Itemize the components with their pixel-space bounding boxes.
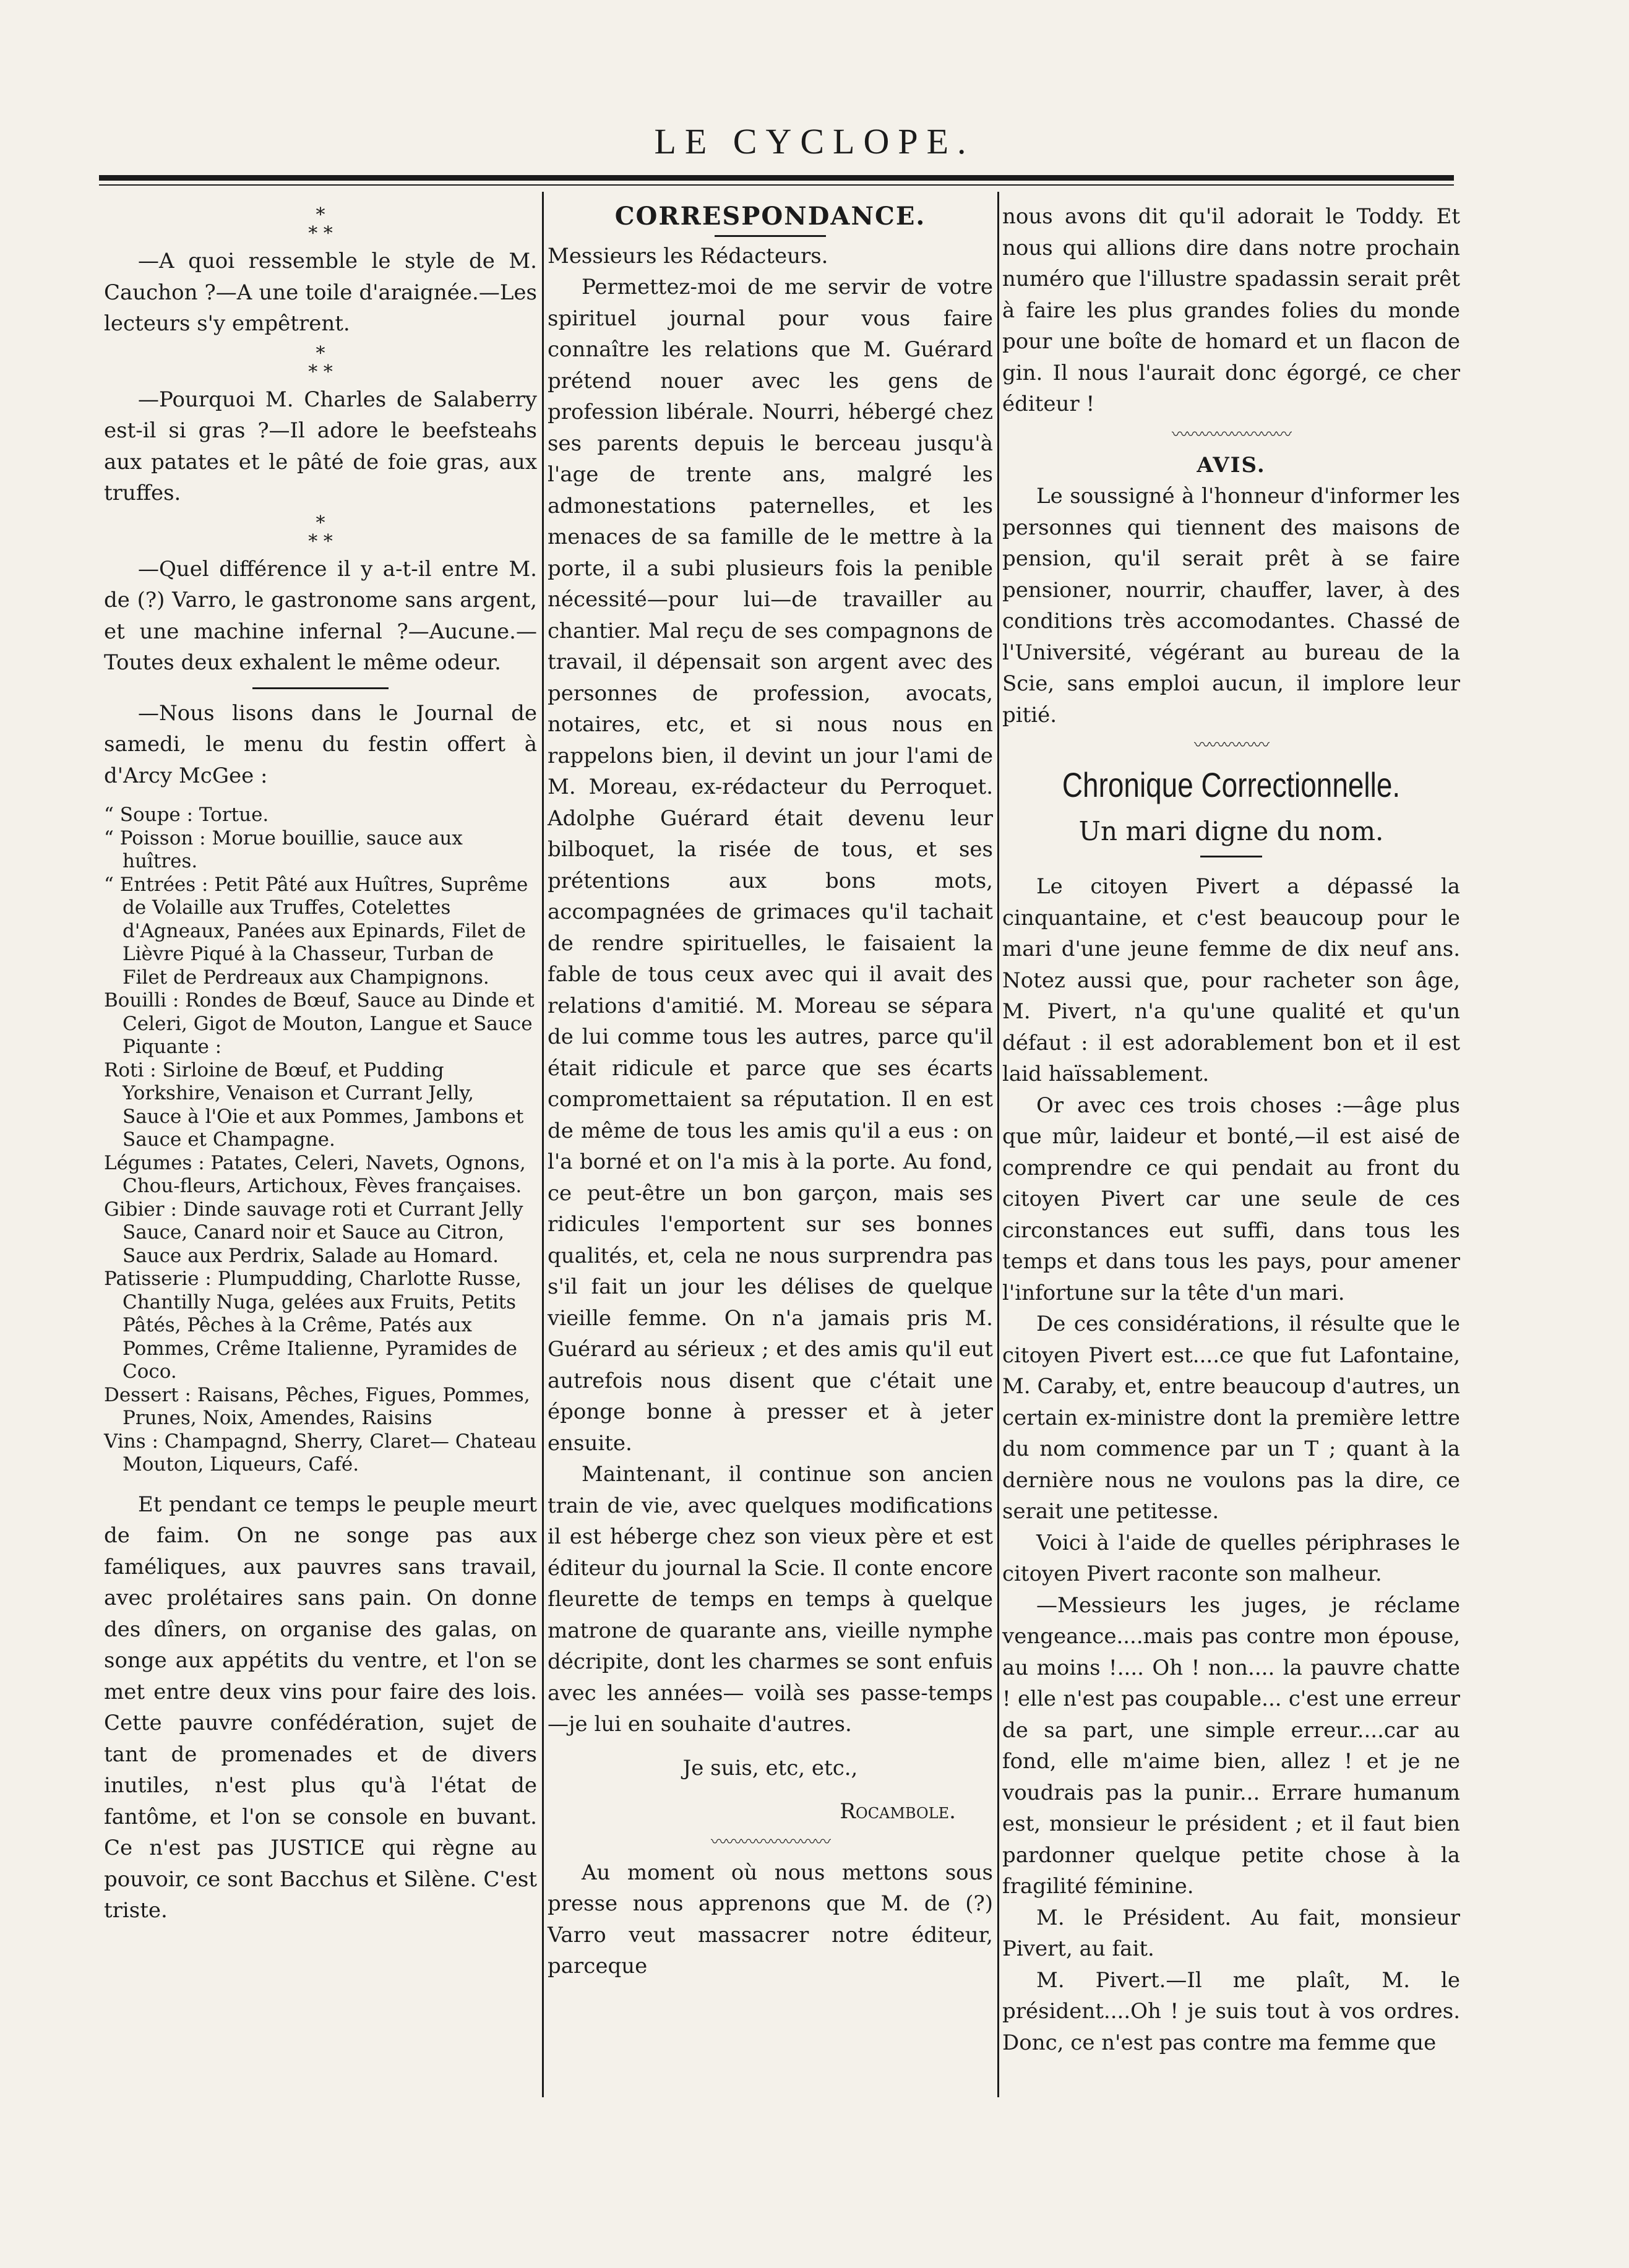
letter-paragraph: Maintenant, il continue son ancien train de vie, avec quelques modifications il est héberge chez son vieux père et est éditeur du journal la Scie. Il conte encore fleurette de temps en temps à quelque matrone de quarante ans, vieille nymphe décripite, dont les charmes se sont enfuis avec les années— voilà ses passe-temps—je lui en souhaite d'autres.: [548, 1462, 993, 1737]
wavy-rule: 〰〰〰〰〰: [1193, 736, 1268, 755]
joke-paragraph: —A quoi ressemble le style de M. Cauchon ?—A une toile d'araignée.—Les lecteurs s'y empêtrent.: [104, 249, 537, 336]
chronicle-subheading: Un mari digne du nom.: [1078, 816, 1384, 846]
section-rule: [715, 235, 826, 237]
joke-paragraph: —Quel différence il y a-t-il entre M. de (?) Varro, le gastronome sans argent, et une machine infernal ?—Aucune.— Toutes deux exhalent le même odeur.: [104, 556, 537, 675]
menu-item: Légumes : Patates, Celeri, Navets, Ognons, Chou-fleurs, Artichoux, Fèves françaises.: [104, 1151, 526, 1197]
letter-closing: Je suis, etc, etc.,: [682, 1755, 858, 1780]
letter-signature: Rocambole.: [840, 1799, 956, 1824]
section-rule: [1200, 856, 1262, 857]
chronicle-paragraph: Or avec ces trois choses :—âge plus que mûr, laideur et bonté,—il est aisé de comprendre ce qui pendait au front du citoyen Pivert car une seule de ces circonstances eut suffi, dans tous les temps et dans tous les pays, pour amener l'infortune sur la tête d'un mari.: [1002, 1093, 1460, 1305]
notice-heading: AVIS.: [1197, 452, 1266, 478]
chronicle-paragraph: Le citoyen Pivert a dépassé la cinquantaine, et c'est beaucoup pour le mari d'une jeune femme de dix neuf ans. Notez aussi que, pour racheter son âge, M. Pivert, n'a qu'une qualité et qu'un défaut : il est adorablement bon et il est laid haïssablement.: [1002, 874, 1460, 1086]
masthead-title: LE CYCLOPE.: [654, 121, 975, 161]
continued-paragraph: nous avons dit qu'il adorait le Toddy. Et nous qui allions dire dans notre prochain numéro que l'illustre spadassin serait prêt à faire les plus grandes folies du monde pour une boîte de homard et un flacon de gin. Il nous l'aurait donc égorgé, ce cher éditeur !: [1002, 204, 1460, 416]
menu-item: “ Poisson : Morue bouillie, sauce aux huîtres.: [104, 827, 463, 872]
chronicle-heading: Chronique Correctionnelle.: [1062, 765, 1401, 804]
chronicle-paragraph: M. Pivert.—Il me plaît, M. le président....Oh ! je suis tout à vos ordres. Donc, ce n'est pas contre ma femme que: [1002, 1967, 1460, 2055]
asterism: * * *: [308, 342, 333, 383]
section-rule: [252, 687, 389, 689]
wavy-rule: 〰〰〰〰〰〰〰〰: [710, 1832, 830, 1852]
menu-item: Gibier : Dinde sauvage roti et Currant Jelly Sauce, Canard noir et Sauce au Citron, Sauce aux Perdrix, Salade au Homard.: [104, 1198, 523, 1267]
menu-intro: —Nous lisons dans le Journal de samedi, le menu du festin offert à d'Arcy McGee :: [104, 700, 537, 788]
column-center: [548, 201, 993, 1982]
menu-item: “ Soupe : Tortue.: [104, 804, 269, 826]
section-heading: CORRESPONDANCE.: [614, 202, 926, 231]
menu-item: “ Entrées : Petit Pâté aux Huîtres, Suprême de Volaille aux Truffes, Cotelettes d'Agneaux, Panées aux Epinards, Filet de Lièvre Piqué à la Chasseur, Turban de Filet de Perdreaux aux Champignons.: [104, 873, 528, 989]
menu-item: Bouilli : Rondes de Bœuf, Sauce au Dinde et Celeri, Gigot de Mouton, Langue et Sauce Piquante :: [104, 989, 535, 1058]
chronicle-paragraph: M. le Président. Au fait, monsieur Pivert, au fait.: [1002, 1905, 1460, 1961]
wavy-rule: 〰〰〰〰〰〰〰〰: [1171, 425, 1291, 444]
column-separator: [997, 192, 999, 2097]
notice-paragraph: Le soussigné à l'honneur d'informer les personnes qui tiennent des maisons de pension, qu'il serait prêt à se faire pensioner, nourrir, chauffer, laver, à des conditions très accomodantes. Chassé de l'Université, végérant au bureau de la Scie, sans emploi aucun, il implore leur pitié.: [1002, 484, 1460, 728]
menu-item: Patisserie : Plumpudding, Charlotte Russe, Chantilly Nuga, gelées aux Fruits, Petits Pâtés, Pêches à la Crême, Patés aux Pommes, Crême Italienne, Pyramides de Coco.: [104, 1268, 522, 1383]
menu-item: Vins : Champagnd, Sherry, Claret— Chateau Mouton, Liqueurs, Café.: [104, 1430, 537, 1475]
asterism: * * *: [308, 512, 333, 552]
chronicle-paragraph: De ces considérations, il résulte que le citoyen Pivert est....ce que fut Lafontaine, M. Caraby, et, entre beaucoup d'autres, un certain ex-ministre dont la première lettre du nom commence par un T ; quant à la dernière nous ne voulons pas la dire, ce serait une petitesse.: [1002, 1312, 1460, 1524]
commentary-paragraph: Et pendant ce temps le peuple meurt de faim. On ne songe pas aux faméliques, aux pauvres sans travail, avec prolétaires sans pain. On donne des dîners, on organise des galas, on songe aux appétits du ventre, et l'on se met entre deux vins pour faire des lois. Cette pauvre confédération, sujet de tant de promenades et de divers inutiles, n'est plus qu'à l'état de fantôme, et l'on se console en buvant. Ce n'est pas JUSTICE qui règne au pouvoir, ce sont Bacchus et Silène. C'est triste.: [104, 1492, 537, 1923]
header-rule-thin: [99, 184, 1454, 186]
chronicle-paragraph: Voici à l'aide de quelles périphrases le citoyen Pivert raconte son malheur.: [1002, 1530, 1460, 1586]
column-right: [1002, 201, 1460, 2058]
letter-paragraph: Permettez-moi de me servir de votre spirituel journal pour vous faire connaître les relations que M. Guérard prétend nouer avec les gens de profession libérale. Nourri, hébergé chez ses parents depuis le berceau jusqu'à l'age de trente ans, malgré les admonestations paternelles, et les menaces de sa famille de le mettre à la porte, il a subi plusieurs fois la penible nécessité—pour lui—de travailler au chantier. Mal reçu de ses compagnons de travail, il dépensait son argent avec des personnes de profession, avocats, notaires, etc, et si nous nous en rappelons bien, il devint un jour l'ami de M. Moreau, ex-rédacteur du Perroquet. Adolphe Guérard était devenu leur bilboquet, la risée de tous, et ses prétentions aux bons mots, accompagnées de grimaces qu'il tachait de rendre spirituelles, le faisaient la fable de tous ceux avec qui il avait des relations d'amitié. M. Moreau se sépara de lui comme tous les autres, parce qu'il était ridicule et parce que ses écarts compromettaient sa réputation. Il en est de même de tous les amis qu'il a eus : on l'a borné et on l'a mis à la porte. Au fond, ce peut-être un bon garçon, mais ses ridicules l'emportent sur ses bonnes qualités, et, cela ne nous surprendra pas s'il fait un jour les délises de quelque vieille femme. On n'a jamais pris M. Guérard au sérieux ; et des amis qu'il eut autrefois nous disent que c'était une éponge bonne à presser et à jeter ensuite.: [548, 275, 993, 1456]
news-paragraph: Au moment où nous mettons sous presse nous apprenons que M. de (?) Varro veut massacrer notre éditeur, parceque: [548, 1860, 993, 1978]
column-separator: [542, 192, 544, 2097]
header-rule: [99, 175, 1454, 181]
salutation: Messieurs les Rédacteurs.: [548, 243, 828, 268]
joke-paragraph: —Pourquoi M. Charles de Salaberry est-il si gras ?—Il adore le beefsteahs aux patates et le pâté de foie gras, aux truffes.: [104, 387, 537, 505]
column-left: [104, 201, 537, 1927]
menu-item: Dessert : Raisans, Pêches, Figues, Pommes, Prunes, Noix, Amendes, Raisins: [104, 1383, 530, 1429]
asterism: * * *: [308, 204, 333, 244]
chronicle-paragraph: —Messieurs les juges, je réclame vengeance....mais pas contre mon épouse, au moins !.... Oh ! non.... la pauvre chatte ! elle n'est pas coupable... c'est une erreur de sa part, une simple erreur....car au fond, elle m'aime bien, allez ! et je ne voudrais pas la punir... Errare humanum est, monsieur le président ; et il faut bien pardonner quelque petite chose à la fragilité féminine.: [1002, 1592, 1460, 1899]
menu-item: Roti : Sirloine de Bœuf, et Pudding Yorkshire, Venaison et Currant Jelly, Sauce à l'Oie et aux Pommes, Jambons et Sauce et Champagne.: [104, 1059, 524, 1151]
